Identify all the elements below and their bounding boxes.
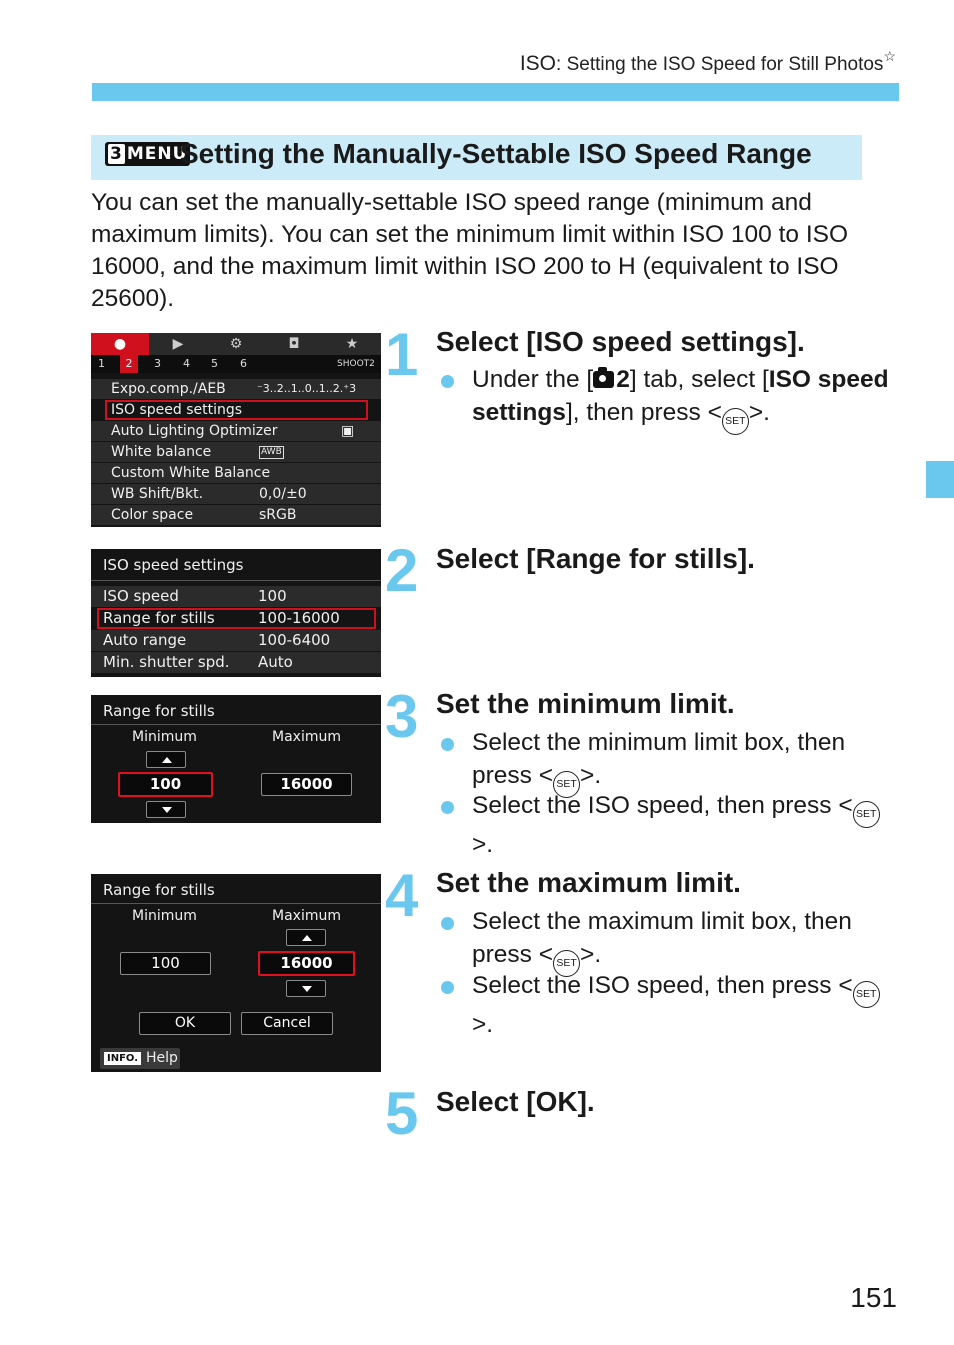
info-button-icon: INFO. (104, 1052, 141, 1065)
menu-row (91, 484, 381, 504)
screen-title: Range for stills (103, 881, 215, 899)
menu-row (91, 463, 381, 483)
menu-row-label: ISO speed settings (111, 402, 243, 418)
step-number: 2 (385, 537, 419, 604)
arrow-down-icon[interactable] (286, 980, 326, 997)
set-button-icon: SET (853, 801, 880, 828)
menu-row-selected (91, 608, 381, 629)
step-title: Set the minimum limit. (436, 688, 735, 719)
chapter-side-tab (926, 461, 954, 498)
maximum-box[interactable]: 16000 (261, 773, 352, 796)
maximum-box[interactable]: 16000 (258, 951, 355, 976)
menu-row (91, 442, 381, 462)
maximum-label: Maximum (272, 729, 341, 745)
arrow-up-icon[interactable] (146, 751, 186, 768)
subtab-number: 4 (183, 357, 190, 370)
menu-row-label: ISO speed (103, 587, 179, 605)
screen-title (91, 555, 381, 575)
step-bullet: Select the ISO speed, then press < SET>. (472, 789, 882, 861)
set-button-icon: SET (553, 950, 580, 977)
arrow-up-icon[interactable] (286, 929, 326, 946)
bullet-dot (441, 917, 454, 930)
info-help-hint (100, 1048, 180, 1069)
step-bullet: Under the [ 2] tab, select [ISO speed settings], then press < SET >. (472, 363, 892, 435)
step-number: 1 (385, 321, 419, 388)
menu-row (91, 421, 381, 441)
menu-row-value: 100 (258, 587, 287, 605)
menu-row-label: Range for stills (103, 609, 215, 627)
subtab-number: 1 (98, 357, 105, 370)
camera-tab-icon (593, 371, 614, 388)
screen-range-min (91, 695, 381, 823)
menu-row-value: Auto (258, 653, 293, 671)
bullet-dot (441, 375, 454, 388)
menu-row-value: 100-16000 (258, 609, 340, 627)
menu-row (91, 505, 381, 525)
star-icon: ☆ (883, 48, 896, 64)
subtab-label: SHOOT2 (337, 359, 375, 369)
arrow-down-icon[interactable] (146, 801, 186, 818)
minimum-label: Minimum (132, 729, 197, 745)
section-heading (91, 135, 862, 180)
menu-row-value: 100-6400 (258, 631, 331, 649)
menu-row-value: 0,0/±0 (259, 486, 307, 502)
menu-row (91, 630, 381, 651)
minimum-box[interactable]: 100 (118, 772, 213, 797)
subtab-number: 6 (240, 357, 247, 370)
menu-row-label: Min. shutter spd. (103, 653, 230, 671)
custom-tab-icon: ◘ (288, 336, 300, 352)
camera-tab-icon: ● (91, 333, 149, 355)
help-label: Help (146, 1050, 178, 1066)
cancel-button[interactable]: Cancel (241, 1012, 333, 1035)
header-text: : Setting the ISO Speed for Still Photos (556, 54, 884, 75)
step-number: 3 (385, 683, 419, 750)
menu-row-value: sRGB (259, 507, 297, 523)
bullet-dot (441, 738, 454, 751)
menu-badge-icon: 3 MENU (105, 142, 190, 166)
step-title: Select [ISO speed settings]. (436, 326, 805, 357)
ok-button[interactable]: OK (139, 1012, 231, 1035)
screen-shooting-menu (91, 333, 381, 527)
step-title: Set the maximum limit. (436, 867, 741, 898)
section-title: Setting the Manually-Settable ISO Speed Range (180, 138, 812, 169)
step-title: Select [Range for stills]. (436, 543, 755, 574)
screen-title: Range for stills (103, 702, 215, 720)
step-number: 4 (385, 862, 419, 929)
subtab-number: 3 (154, 357, 161, 370)
step-title: Select [OK]. (436, 1086, 595, 1117)
bullet-dot (441, 801, 454, 814)
mymenu-star-icon: ★ (345, 336, 359, 352)
playback-tab-icon: ▶ (172, 336, 184, 352)
maximum-label: Maximum (272, 908, 341, 924)
step-bullet: Select the minimum limit box, then press < SET >. (472, 726, 882, 798)
minimum-label: Minimum (132, 908, 197, 924)
menu-row (91, 652, 381, 673)
menu-row-label: Color space (111, 507, 194, 523)
bullet-dot (441, 981, 454, 994)
menu-row-label: Auto Lighting Optimizer (111, 423, 278, 439)
menu-row-label: Expo.comp./AEB (111, 381, 226, 397)
running-header (520, 48, 896, 76)
menu-row-selected (91, 400, 381, 420)
header-color-bar (92, 83, 899, 101)
wrench-tab-icon: ⚙ (229, 336, 243, 352)
menu-subtab-row (91, 355, 381, 373)
menu-row-value: ⁻3..2..1..0..1..2.⁺3 (257, 382, 357, 395)
step-number: 5 (385, 1080, 419, 1147)
menu-row (91, 586, 381, 607)
screen-range-max (91, 874, 381, 1072)
page-number: 151 (850, 1282, 897, 1313)
screen-iso-speed-settings (91, 549, 381, 677)
awb-icon: AWB (261, 447, 282, 457)
menu-row-label: White balance (111, 444, 212, 460)
step-bullet: Select the ISO speed, then press < SET>. (472, 969, 882, 1041)
step-bullet: Select the maximum limit box, then press < SET >. (472, 905, 882, 977)
set-button-icon: SET (853, 981, 880, 1008)
subtab-number-active: 2 (120, 355, 138, 373)
subtab-number: 5 (211, 357, 218, 370)
minimum-box[interactable]: 100 (120, 952, 211, 975)
set-button-icon: SET (553, 771, 580, 798)
set-button-icon: SET (722, 408, 749, 435)
iso-symbol: ISO (519, 52, 557, 75)
menu-row-label: Custom White Balance (111, 465, 271, 481)
menu-row-label: WB Shift/Bkt. (111, 486, 204, 502)
menu-row (91, 379, 381, 399)
menu-row-label: Auto range (103, 631, 187, 649)
screen-title-text: ISO speed settings (103, 556, 244, 574)
alo-icon: ▣ (341, 423, 355, 439)
intro-paragraph: You can set the manually-settable ISO speed range (minimum and maximum limits). You can set the minimum limit within ISO 100 to ISO 16000, and the maximum limit within ISO 200 to H (equivalent to ISO 25600). (91, 189, 849, 312)
menu-tab-row (91, 333, 381, 355)
